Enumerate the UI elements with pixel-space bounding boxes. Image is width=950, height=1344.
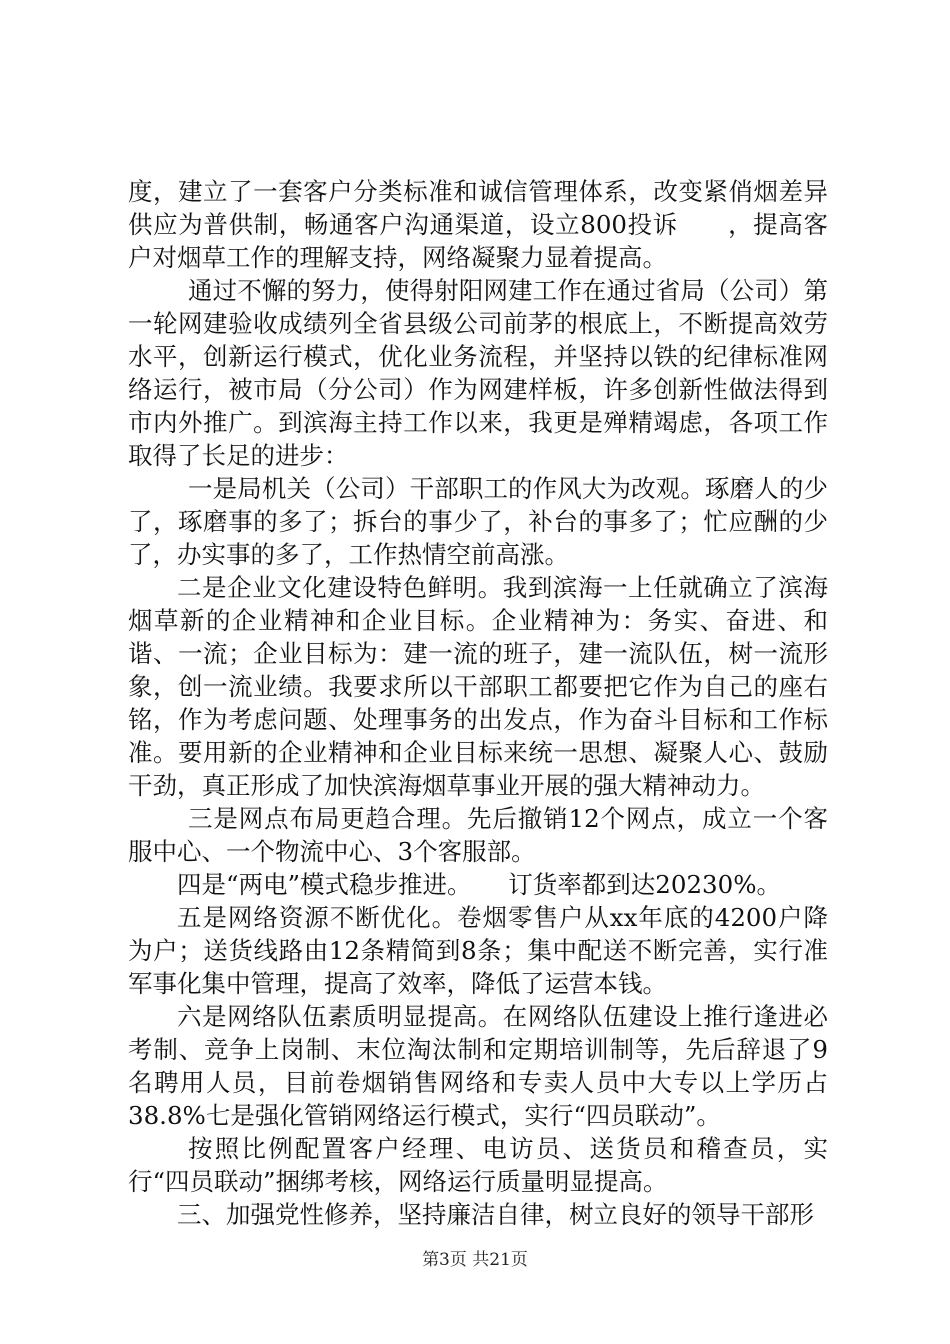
page-number-footer: 第3页 共21页 <box>422 1250 528 1270</box>
paragraph-four-role-linkage: 按照比例配置客户经理、电访员、送货员和稽查员，实行“四员联动”捆绑考核，网络运行质量明显提高。 <box>128 1134 828 1196</box>
paragraph-point-two: 二是企业文化建设特色鲜明。我到滨海一上任就确立了滨海烟草新的企业精神和企业目标。企业精神为：务实、奋进、和谐、一流；企业目标为：建一流的班子，建一流队伍，树一流形象，创一流业绩。我要求所以干部职工都要把它作为自己的座右铭，作为考虑问题、处理事务的出发点，作为奋斗目标和工作标准。要用新的企业精神和企业目标来统一思想、凝聚人心、鼓励干劲，真正形成了加快滨海烟草事业开展的强大精神动力。 <box>128 573 828 800</box>
paragraph-section-three-heading: 三、加强党性修养，坚持廉洁自律，树立良好的领导干部形 <box>177 1200 814 1229</box>
paragraph-point-six: 六是网络队伍素质明显提高。在网络队伍建设上推行逢进必考制、竞争上岗制、末位淘汰制和定期培训制等，先后辞退了9名聘用人员，目前卷烟销售网络和专卖人员中大专以上学历占38.8%七是强化管销网络运行模式，实行“四员联动”。 <box>128 1002 828 1130</box>
paragraph-network-effort: 通过不懈的努力，使得射阳网建工作在通过省局（公司）第一轮网建验收成绩列全省县级公司前茅的根底上，不断提高效劳水平，创新运行模式，优化业务流程，并坚持以铁的纪律标准网络运行，被市局（分公司）作为网建样板，许多创新性做法得到市内外推广。到滨海主持工作以来，我更是殚精竭虑，各项工作取得了长足的进步： <box>128 276 828 470</box>
paragraph-point-four: 四是“两电”模式稳步推进。 订货率都到达20230%。 <box>177 870 782 899</box>
paragraph-point-one: 一是局机关（公司）干部职工的作风大为改观。琢磨人的少了，琢磨事的多了；拆台的事少了，补台的事多了；忙应酬的少了，办实事的多了，工作热情空前高涨。 <box>128 474 828 569</box>
document-body <box>128 175 828 1231</box>
paragraph-continuation: 度，建立了一套客户分类标准和诚信管理体系，改变紧俏烟差异供应为普供制，畅通客户沟通渠道，设立800投诉 ，提高客户对烟草工作的理解支持，网络凝聚力显着提高。 <box>128 177 828 272</box>
paragraph-point-three: 三是网点布局更趋合理。先后撤销12个网点，成立一个客服中心、一个物流中心、3个客服部。 <box>128 804 828 866</box>
paragraph-point-five: 五是网络资源不断优化。卷烟零售户从xx年底的4200户降为户；送货线路由12条精简到8条；集中配送不断完善，实行准军事化集中管理，提高了效率，降低了运营本钱。 <box>128 903 828 998</box>
